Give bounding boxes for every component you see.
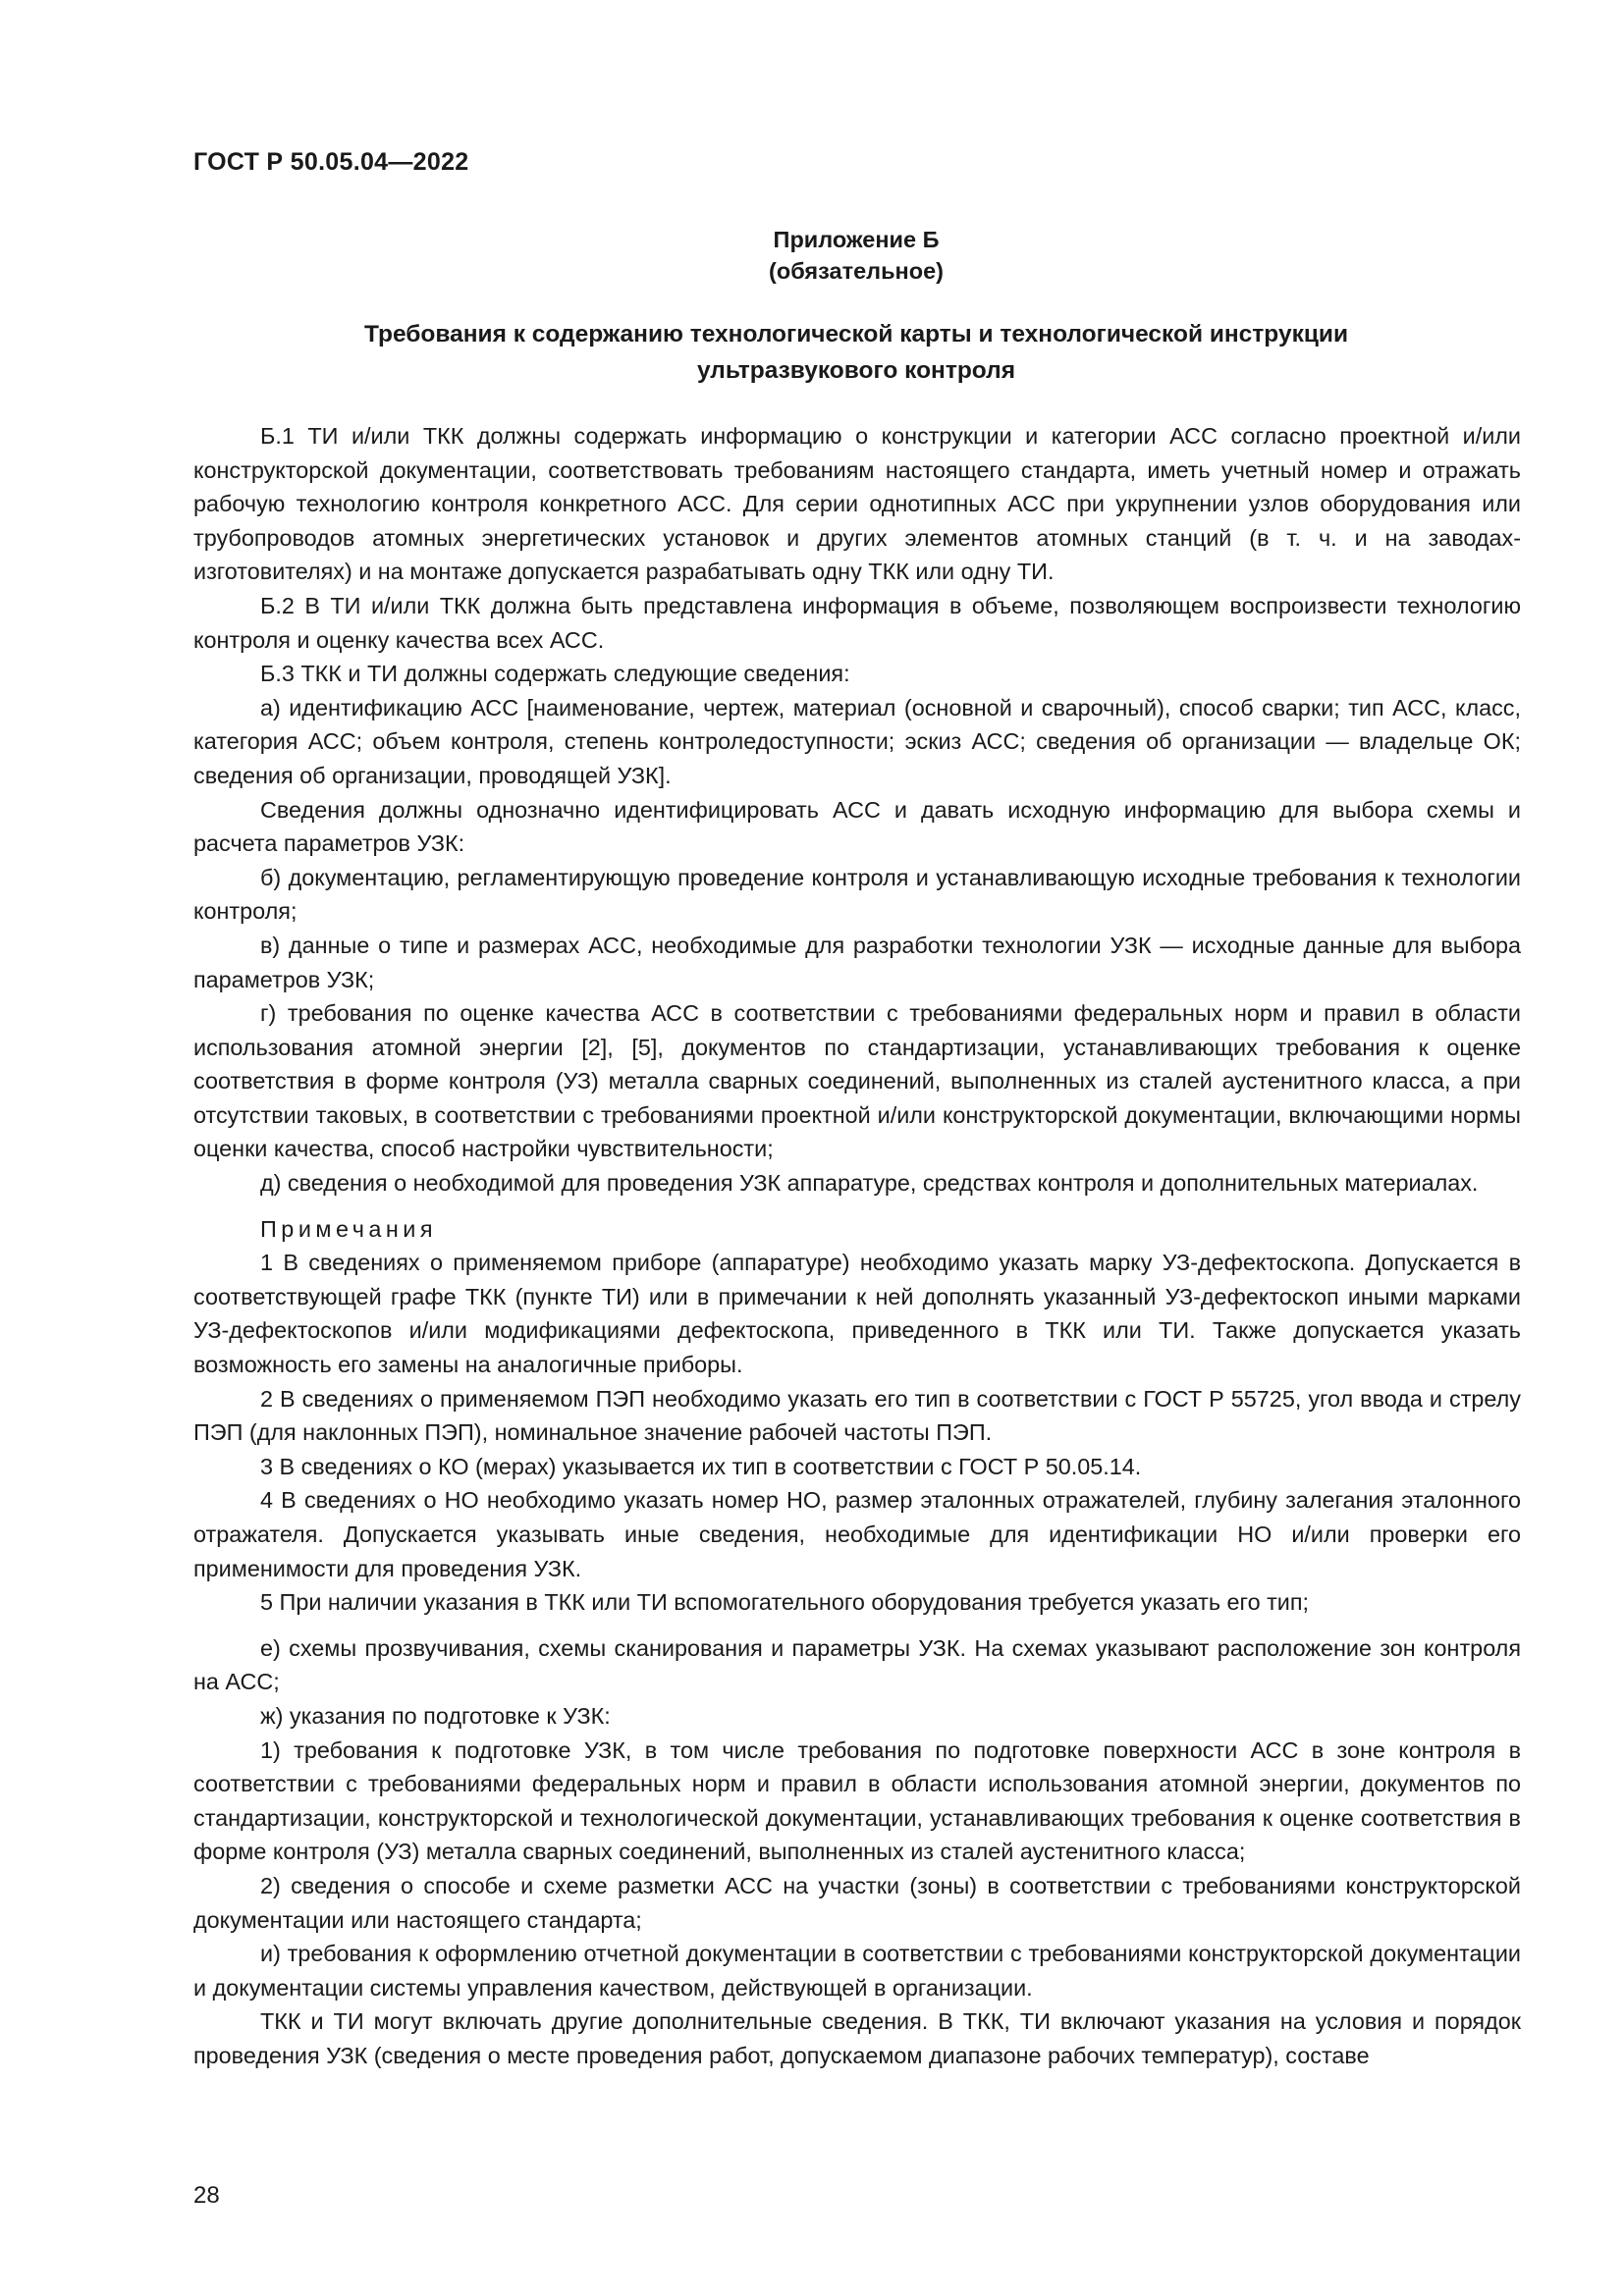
note-item-5: 5 При наличии указания в ТКК или ТИ вспомогательного оборудования требуется указать его тип; bbox=[260, 1589, 1310, 1616]
note-item-3: 3 В сведениях о КО (мерах) указывается их тип в соответствии с ГОСТ Р 50.05.14. bbox=[260, 1453, 1142, 1479]
appendix-status: (обязательное) bbox=[769, 258, 944, 284]
sub-item-1: 1) требования к подготовке УЗК, в том числе требования по подготовке поверхности АСС в зоне контроля в соответствии с требованиями федеральных норм и правил в области использования атомной энергии, документов по стандартизации, конструкторской и технологической документации, устанавливающих требования к оценке соответствия в форме контроля (УЗ) металла сварных соединений, выполненных из сталей аустенитного класса; bbox=[193, 1736, 1521, 1865]
appendix-heading bbox=[193, 224, 1519, 287]
page-number: 28 bbox=[193, 2182, 220, 2209]
paragraph-identification-note: Сведения должны однозначно идентифицировать АСС и давать исходную информацию для выбора схемы и расчета параметров УЗК: bbox=[193, 796, 1521, 857]
document-body bbox=[193, 419, 1521, 2073]
list-item-b: б) документацию, регламентирующую проведение контроля и устанавливающую исходные требования к технологии контроля; bbox=[193, 864, 1521, 925]
list-item-zh: ж) указания по подготовке к УЗК: bbox=[260, 1702, 611, 1729]
appendix-title-line-1: Требования к содержанию технологической карты и технологической инструкции bbox=[363, 321, 1349, 347]
appendix-title-line-2: ультразвукового контроля bbox=[696, 357, 1016, 384]
list-item-e: е) схемы прозвучивания, схемы сканирования и параметры УЗК. На схемах указывают расположение зон контроля на АСС; bbox=[193, 1634, 1521, 1695]
list-item-i: и) требования к оформлению отчетной документации в соответствии с требованиями конструкторской документации и документации системы управления качеством, действующей в организации. bbox=[193, 1941, 1521, 2001]
paragraph-b3: Б.3 ТКК и ТИ должны содержать следующие сведения: bbox=[260, 661, 850, 687]
sub-item-2: 2) сведения о способе и схеме разметки АСС на участки (зоны) в соответствии с требованиями конструкторской документации или настоящего стандарта; bbox=[193, 1872, 1521, 1933]
appendix-title bbox=[193, 316, 1519, 389]
list-item-g: г) требования по оценке качества АСС в соответствии с требованиями федеральных норм и правил в области использования атомной энергии [2], [5], документов по стандартизации, устанавливающих требования к оценке соответствия в форме контроля (УЗ) металла сварных соединений, выполненных из сталей аустенитного класса, а при отсутствии таковых, в соответствии с требованиями проектной и/или конструкторской документации, включающими нормы оценки качества, способ настройки чувствительности; bbox=[193, 1000, 1521, 1162]
list-item-d: д) сведения о необходимой для проведения УЗК аппаратуре, средствах контроля и дополнительных материалах. bbox=[260, 1170, 1479, 1197]
paragraph-additional-info: ТКК и ТИ могут включать другие дополнительные сведения. В ТКК, ТИ включают указания на условия и порядок проведения УЗК (сведения о месте проведения работ, допускаемом диапазоне рабочих температур), составе bbox=[193, 2008, 1521, 2068]
paragraph-b2: Б.2 В ТИ и/или ТКК должна быть представлена информация в объеме, позволяющем воспроизвести технологию контроля и оценку качества всех АСС. bbox=[193, 592, 1521, 653]
appendix-label: Приложение Б bbox=[773, 227, 940, 252]
notes-heading: Примечания bbox=[260, 1215, 438, 1242]
note-item-1: 1 В сведениях о применяемом приборе (аппаратуре) необходимо указать марку УЗ-дефектоскопа. Допускается в соответствующей графе ТКК (пункте ТИ) или в примечании к ней дополнять указанный УЗ-дефектоскоп иными марками УЗ-дефектоскопов и/или модификациями дефектоскопа, приведенного в ТКК или ТИ. Также допускается указать возможность его замены на аналогичные приборы. bbox=[193, 1250, 1521, 1378]
list-item-a: а) идентификацию АСС [наименование, чертеж, материал (основной и сварочный), способ сварки; тип АСС, класс, категория АСС; объем контроля, степень контроледоступности; эскиз АСС; сведения об организации — владельце ОК; сведения об организации, проводящей УЗК]. bbox=[193, 694, 1521, 788]
document-code: ГОСТ Р 50.05.04—2022 bbox=[193, 148, 469, 176]
note-item-4: 4 В сведениях о НО необходимо указать номер НО, размер эталонных отражателей, глубину залегания эталонного отражателя. Допускается указывать иные сведения, необходимые для идентификации НО и/или проверки его применимости для проведения УЗК. bbox=[193, 1487, 1521, 1581]
note-item-2: 2 В сведениях о применяемом ПЭП необходимо указать его тип в соответствии с ГОСТ Р 55725, угол ввода и стрелу ПЭП (для наклонных ПЭП), номинальное значение рабочей частоты ПЭП. bbox=[193, 1385, 1521, 1446]
list-item-v: в) данные о типе и размерах АСС, необходимые для разработки технологии УЗК — исходные данные для выбора параметров УЗК; bbox=[193, 932, 1521, 992]
paragraph-b1: Б.1 ТИ и/или ТКК должны содержать информацию о конструкции и категории АСС согласно проектной и/или конструкторской документации, соответствовать требованиям настоящего стандарта, иметь учетный номер и отражать рабочую технологию контроля конкретного АСС. Для серии однотипных АСС при укрупнении узлов оборудования или трубопроводов атомных энергетических установок и других элементов атомных станций (в т. ч. и на заводах-изготовителях) и на монтаже допускается разрабатывать одну ТКК или одну ТИ. bbox=[193, 423, 1521, 585]
